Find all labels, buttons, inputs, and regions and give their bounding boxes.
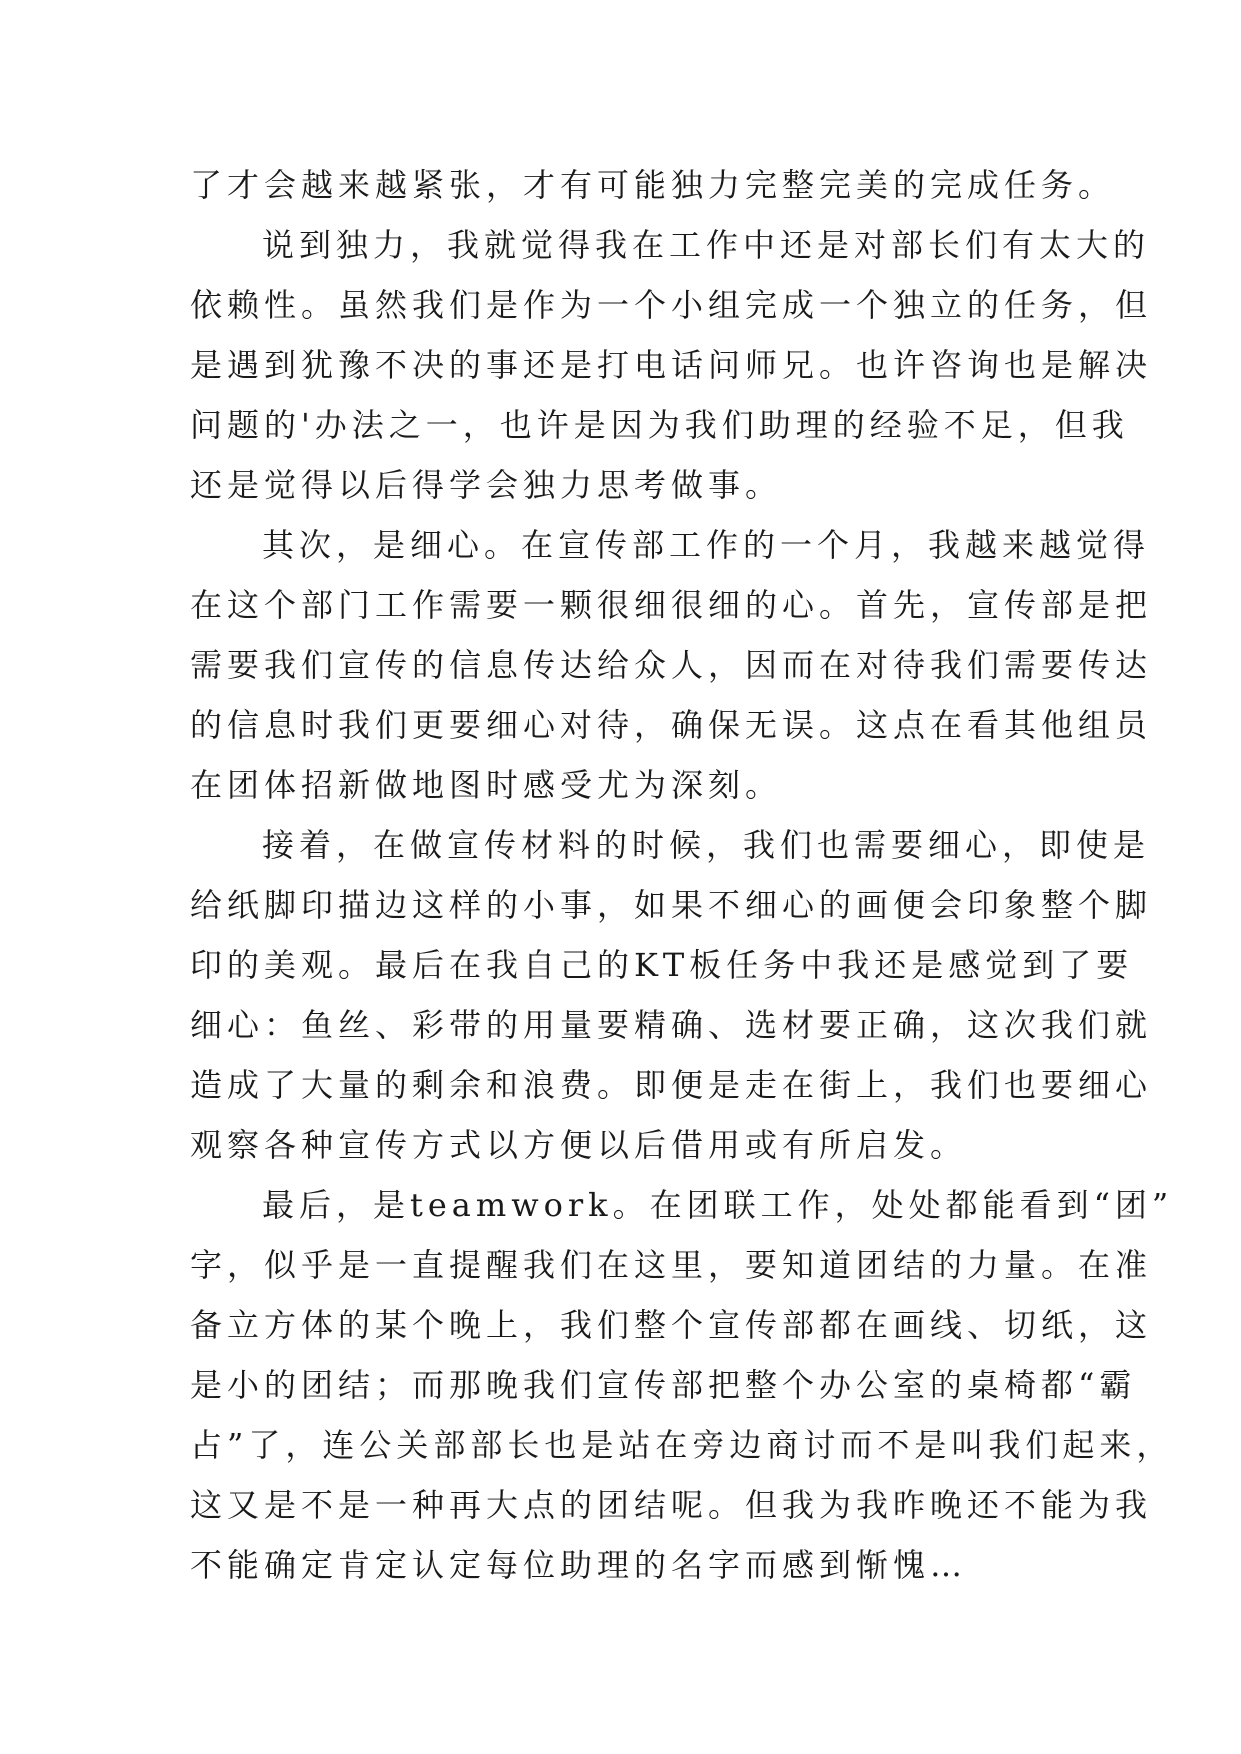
text-line: 接着，在做宣传材料的时候，我们也需要细心，即使是 <box>262 826 1151 864</box>
text-line: 需要我们宣传的信息传达给众人，因而在对待我们需要传达 <box>190 646 1153 684</box>
text-line: 还是觉得以后得学会独力思考做事。 <box>190 466 783 504</box>
text-line: 细心：鱼丝、彩带的用量要精确、选材要正确，这次我们就 <box>190 1006 1153 1044</box>
text-line: 备立方体的某个晚上，我们整个宣传部都在画线、切纸，这 <box>190 1306 1153 1344</box>
text-line: 给纸脚印描边这样的小事，如果不细心的画便会印象整个脚 <box>190 886 1153 924</box>
text-line: 了才会越来越紧张，才有可能独力完整完美的完成任务。 <box>190 166 1116 204</box>
text-line: 印的美观。最后在我自己的KT板任务中我还是感觉到了要 <box>190 946 1134 984</box>
text-line: 依赖性。虽然我们是作为一个小组完成一个独立的任务，但 <box>190 286 1153 324</box>
text-line: 在这个部门工作需要一颗很细很细的心。首先，宣传部是把 <box>190 586 1153 624</box>
text-line: 造成了大量的剩余和浪费。即便是走在街上，我们也要细心 <box>190 1066 1153 1104</box>
text-line: 字，似乎是一直提醒我们在这里，要知道团结的力量。在准 <box>190 1246 1153 1284</box>
text-line: 占”了，连公关部部长也是站在旁边商讨而不是叫我们起来， <box>190 1426 1174 1464</box>
text-line: 不能确定肯定认定每位助理的名字而感到惭愧… <box>190 1546 968 1584</box>
text-line: 是小的团结；而那晚我们宣传部把整个办公室的桌椅都“霸 <box>190 1366 1137 1404</box>
text-line: 最后，是teamwork。在团联工作，处处都能看到“团” <box>262 1186 1174 1224</box>
document-body <box>190 155 1174 1595</box>
text-line: 是遇到犹豫不决的事还是打电话问师兄。也许咨询也是解决 <box>190 346 1153 384</box>
text-line: 其次，是细心。在宣传部工作的一个月，我越来越觉得 <box>262 526 1151 564</box>
text-line: 在团体招新做地图时感受尤为深刻。 <box>190 766 783 804</box>
text-line: 说到独力，我就觉得我在工作中还是对部长们有太大的 <box>262 226 1151 264</box>
text-line: 这又是不是一种再大点的团结呢。但我为我昨晚还不能为我 <box>190 1486 1153 1524</box>
text-line: 问题的'办法之一，也许是因为我们助理的经验不足，但我 <box>190 406 1129 444</box>
text-line: 观察各种宣传方式以方便以后借用或有所启发。 <box>190 1126 968 1164</box>
text-line: 的信息时我们更要细心对待，确保无误。这点在看其他组员 <box>190 706 1153 744</box>
